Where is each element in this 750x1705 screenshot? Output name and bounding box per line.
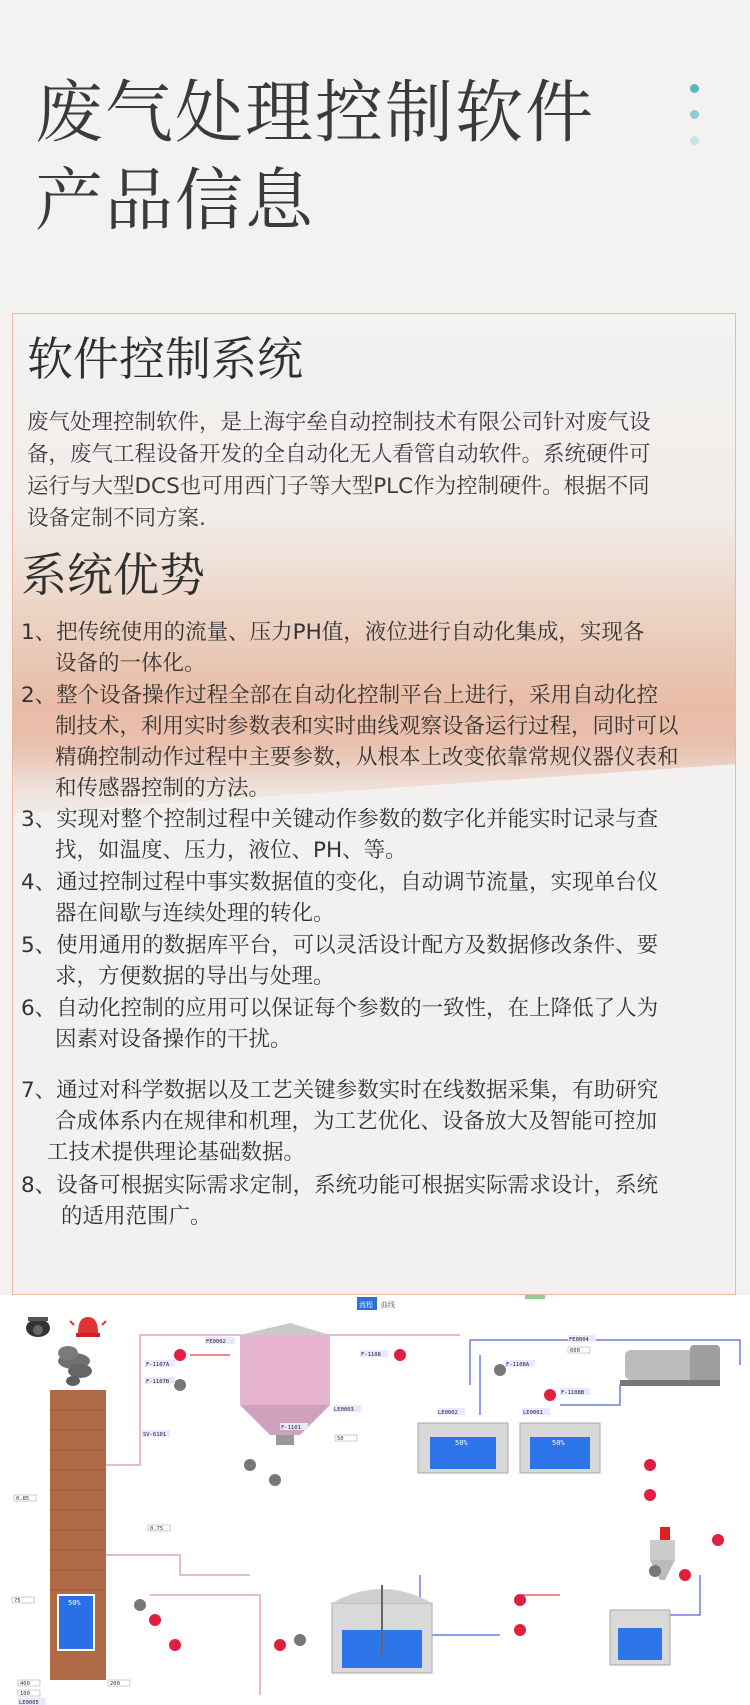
decor-dot-1 <box>690 84 699 93</box>
value-readout: 0.85 <box>16 1496 30 1502</box>
advantage-text: 器在间歇与连续处理的转化。 <box>55 901 335 926</box>
advantage-item-3 <box>21 804 658 866</box>
advantage-text: 工技术提供理论基础数据。 <box>47 1140 306 1165</box>
advantage-item-8 <box>21 1170 658 1232</box>
value-readout: 50 <box>337 1436 344 1442</box>
advantage-item-6 <box>21 993 658 1055</box>
advantage-text: 的适用范围广。 <box>61 1204 212 1229</box>
decor-dot-2 <box>690 110 699 119</box>
advantage-text: 3、实现对整个控制过程中关键动作参数的数字化并能实时记录与查 <box>21 807 659 832</box>
advantage-text: 6、自动化控制的应用可以保证每个参数的一致性，在上降低了人为 <box>21 996 659 1021</box>
advantage-text: 制技术，利用实时参数表和实时曲线观察设备运行过程，同时可以 <box>55 714 679 739</box>
page-title-line1: 废气处理控制软件 <box>35 74 596 153</box>
advantage-text: 设备的一体化。 <box>55 651 206 676</box>
advantage-text: 因素对设备操作的干扰。 <box>55 1027 292 1052</box>
advantage-text: 找，如温度、压力，液位、PH、等。 <box>55 838 407 863</box>
tag-label: FE0004 <box>569 1337 589 1343</box>
advantage-text: 4、通过控制过程中事实数据值的变化，自动调节流量，实现单台仪 <box>21 870 659 895</box>
advantage-item-2 <box>21 680 679 804</box>
value-readout: 400 <box>20 1681 30 1687</box>
tag-label: F-1107A <box>146 1362 170 1368</box>
tag-label: F-1108A <box>506 1362 530 1368</box>
advantage-text: 1、把传统使用的流量、压力PH值，液位进行自动化集成，实现各 <box>21 620 645 645</box>
process-schematic-image <box>0 1295 750 1705</box>
value-readout: 0.75 <box>150 1526 164 1532</box>
tank2-level-label: 50% <box>552 1439 565 1447</box>
advantage-item-5 <box>21 930 658 992</box>
tag-label: LE0001 <box>523 1410 543 1416</box>
centrifuge-machine <box>620 1345 720 1386</box>
decor-dot-3 <box>690 136 699 145</box>
camera-icon <box>26 1317 50 1337</box>
advantage-item-1 <box>21 617 644 679</box>
advantage-text: 8、设备可根据实际需求定制，系统功能可根据实际需求设计，系统 <box>21 1173 659 1198</box>
advantage-text: 7、通过对科学数据以及工艺关键参数实时在线数据采集，有助研究 <box>21 1078 659 1103</box>
tab-curve-label[interactable]: 曲线 <box>381 1301 395 1309</box>
advantage-text: 和传感器控制的方法。 <box>55 776 271 801</box>
bottom-right-tank <box>610 1610 670 1665</box>
tank1-level-label: 50% <box>455 1439 468 1447</box>
tag-label: F-1108B <box>561 1390 585 1396</box>
intro-paragraph-line: 备，废气工程设备开发的全自动化无人看管自动软件。系统硬件可 <box>27 442 651 467</box>
tower-level-label: 50% <box>68 1599 81 1607</box>
mixing-tank-2 <box>520 1423 600 1473</box>
intro-paragraph-line: 设备定制不同方案. <box>27 506 206 531</box>
tag-label: LE0002 <box>438 1410 458 1416</box>
value-readout: 75 <box>14 1598 21 1604</box>
value-readout: 100 <box>20 1691 30 1697</box>
advantage-text: 合成体系内在规律和机理，为工艺优化、设备放大及智能可控加 <box>55 1109 658 1134</box>
tag-label: LE0005 <box>19 1700 39 1705</box>
tag-label: FE0002 <box>206 1339 226 1345</box>
section-heading-advantages: 系统优势 <box>21 548 205 602</box>
tag-label: SV-6101 <box>143 1432 167 1438</box>
advantage-text: 5、使用通用的数据库平台，可以灵活设计配方及数据修改条件、要 <box>21 933 659 958</box>
advantage-text: 求，方便数据的导出与处理。 <box>55 964 335 989</box>
scrubber-tower <box>50 1390 106 1680</box>
section-heading-software-control: 软件控制系统 <box>27 332 303 386</box>
page-title-line2: 产品信息 <box>35 162 316 241</box>
tag-label: F-1101 <box>281 1425 301 1431</box>
advantage-item-4 <box>21 867 658 929</box>
info-card <box>12 313 736 1295</box>
advantage-text: 精确控制动作过程中主要参数，从根本上改变依靠常规仪器仪表和 <box>55 745 679 770</box>
advantage-text: 2、整个设备操作过程全部在自动化控制平台上进行，采用自动化控 <box>21 683 659 708</box>
bottom-reactor <box>332 1585 432 1673</box>
tag-label: LE0003 <box>334 1407 354 1413</box>
intro-paragraph-line: 运行与大型DCS也可用西门子等大型PLC作为控制硬件。根据不同 <box>27 474 650 499</box>
tag-label: F-1107B <box>146 1379 170 1385</box>
tab-process-label: 流程 <box>359 1301 373 1309</box>
intro-paragraph-line: 废气处理控制软件，是上海宇垒自动控制技术有限公司针对废气设 <box>27 410 651 435</box>
mixing-tank-1 <box>418 1423 508 1473</box>
value-readout: 600 <box>570 1348 580 1354</box>
tag-label: F-1108 <box>361 1352 381 1358</box>
advantage-item-7 <box>21 1075 658 1168</box>
value-readout: 200 <box>110 1681 120 1687</box>
